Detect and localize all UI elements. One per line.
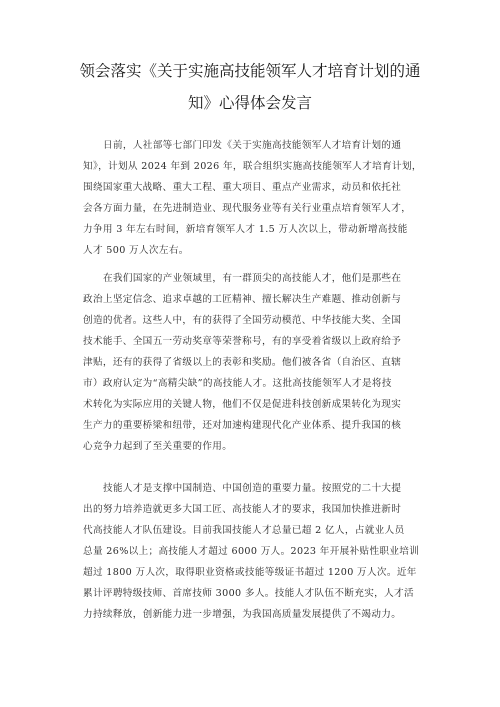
paragraph-line: 在我们国家的产业领域里，有一群顶尖的高技能人才，他们是那些在 — [103, 273, 402, 284]
paragraph-line: 政治上坚定信念、追求卓越的工匠精神、擅长解决生产难题、推动创新与 — [83, 294, 402, 305]
paragraph-line: 超过 1800 万人次，取得职业资格或技能等级证书超过 1200 万人次。近年 — [83, 567, 417, 578]
paragraph-line: 累计评聘特级技师、首席技师 3000 多人。技能人才队伍不断充实，人才活 — [83, 588, 414, 599]
paragraph-line: 力持续释放，创新能力进一步增强，为我国高质量发展提供了不竭动力。 — [83, 609, 402, 620]
paragraph-line: 知》，计划从 2024 年到 2026 年，联合组织实施高技能领军人才培育计划， — [83, 161, 422, 172]
paragraph-line: 会各方面力量，在先进制造业、现代服务业等有关行业重点培育领军人才， — [83, 203, 412, 214]
paragraph-line: 代高技能人才队伍建设。目前我国技能人才总量已超 2 亿人，占就业人员 — [83, 525, 405, 536]
paragraph-line: 日前，人社部等七部门印发《关于实施高技能领军人才培育计划的通 — [103, 140, 402, 151]
paragraph-line: 创造的优者。这些人中，有的获得了全国劳动模范、中华技能大奖、全国 — [83, 315, 402, 326]
paragraph-line: 总量 26%以上；高技能人才超过 6000 万人。2023 年开展补贴性职业培训 — [83, 546, 420, 557]
paragraph-line: 心竞争力起到了至关重要的作用。 — [83, 441, 233, 452]
paragraph-line: 术转化为实际应用的关键人物，他们不仅是促进科技创新成果转化为现实 — [83, 399, 402, 410]
paragraph-line: 人才 500 万人次左右。 — [83, 245, 189, 256]
document-title-line-1: 领会落实《关于实施高技能领军人才培育计划的通 — [79, 62, 421, 80]
paragraph-line: 生产力的重要桥梁和纽带，还对加速构建现代化产业体系、提升我国的核 — [83, 420, 402, 431]
document-title-line-2: 知》心得体会发言 — [187, 94, 312, 112]
paragraph-line: 市）政府认定为“高精尖缺”的高技能人才。这批高技能领军人才是将技 — [83, 378, 392, 389]
paragraph-line: 力争用 3 年左右时间，新培育领军人才 1.5 万人次以上，带动新增高技能 — [83, 224, 408, 235]
paragraph-line: 出的努力培养造就更多大国工匠、高技能人才的要求，我国加快推进新时 — [83, 504, 402, 515]
paragraph-line: 技能人才是支撑中国制造、中国创造的重要力量。按照党的二十大提 — [103, 483, 402, 494]
paragraph-line: 津贴，还有的获得了省级以上的表彰和奖励。他们被各省（自治区、直辖 — [83, 357, 402, 368]
paragraph-line: 围绕国家重大战略、重大工程、重大项目、重点产业需求，动员和依托社 — [83, 182, 402, 193]
paragraph-line: 技术能手、全国五一劳动奖章等荣誉称号，有的享受着省级以上政府给予 — [83, 336, 402, 347]
